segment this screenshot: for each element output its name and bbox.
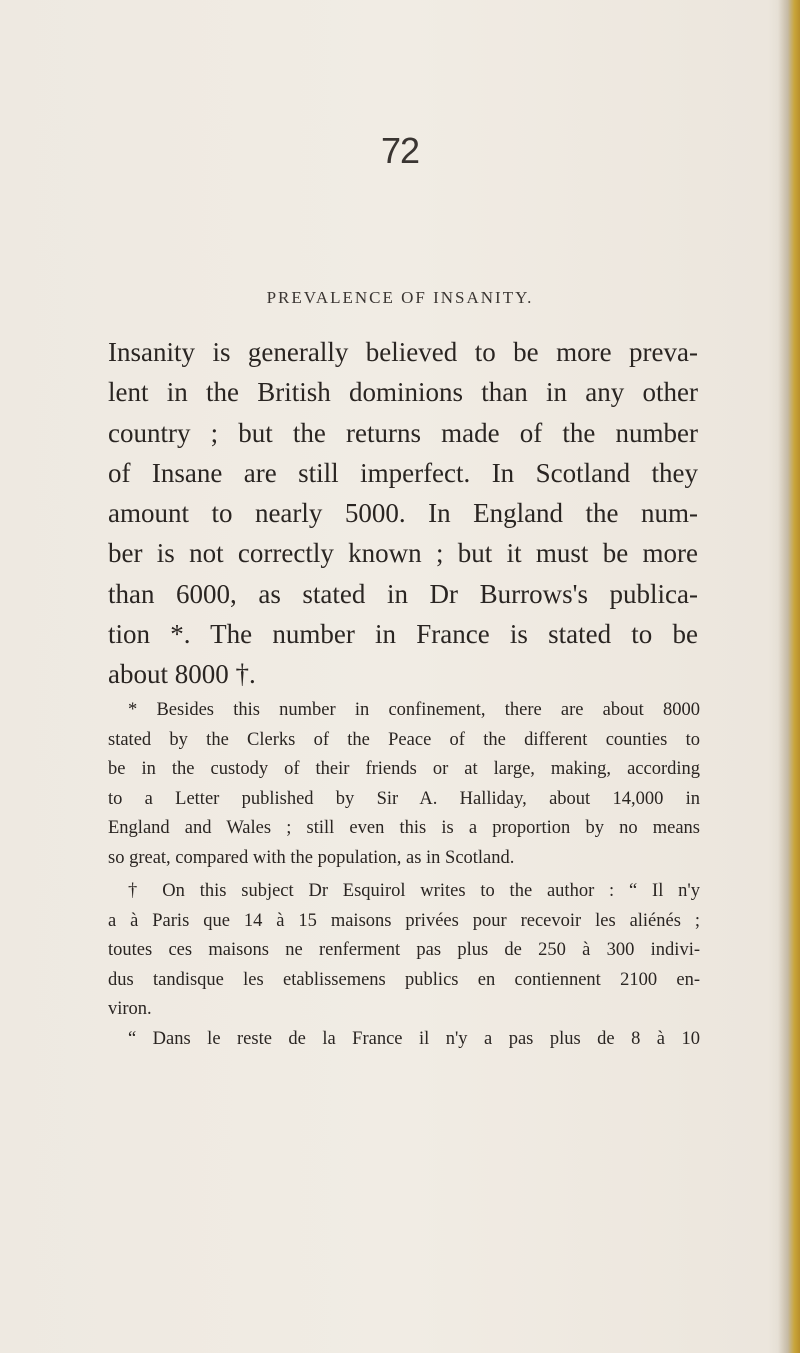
footnote-line: so great, compared with the population, as in Scotland. [108,847,515,868]
footnote-line: stated by the Clerks of the Peace of the different counties to [108,729,700,750]
footnote-line: toutes ces maisons ne renferment pas plus de 250 à 300 indivi- [108,940,700,961]
running-head: PREVALENCE OF INSANITY. [266,288,534,307]
footnote-line: to a Letter published by Sir A. Halliday, about 14,000 in [108,788,700,809]
body-line: tion *. The number in France is stated to be [108,619,698,650]
body-line: amount to nearly 5000. In England the num- [108,498,698,529]
body-paragraph [108,332,698,695]
page-edge [778,0,800,1353]
body-line: than 6000, as stated in Dr Burrows's publica- [108,578,698,609]
body-line: lent in the British dominions than in any other [108,377,698,408]
body-line: of Insane are still imperfect. In Scotland they [108,457,698,488]
footnote-line: † On this subject Dr Esquirol writes to the author : “ Il n'y [128,881,700,901]
page-number: 72 [380,130,420,171]
footnote-line: a à Paris que 14 à 15 maisons privées pour recevoir les aliénés ; [108,910,700,931]
footnote-star [108,696,700,874]
footnote-line: “ Dans le reste de la France il n'y a pas plus de 8 à 10 [128,1028,700,1049]
footnote-line: * Besides this number in confinement, there are about 8000 [128,700,700,720]
footnote-line: England and Wales ; still even this is a proportion by no means [108,818,700,839]
body-line: country ; but the returns made of the number [108,417,698,448]
footnote-line: dus tandisque les etablissemens publics en contiennent 2100 en- [108,969,700,990]
footnote-line: viron. [108,999,152,1020]
body-line: ber is not correctly known ; but it must be more [108,538,698,569]
footnote-line: be in the custody of their friends or at large, making, according [108,759,700,780]
body-line: about 8000 †. [108,659,256,690]
footnote-dagger [108,877,700,1055]
body-line: Insanity is generally believed to be more preva- [108,337,698,367]
